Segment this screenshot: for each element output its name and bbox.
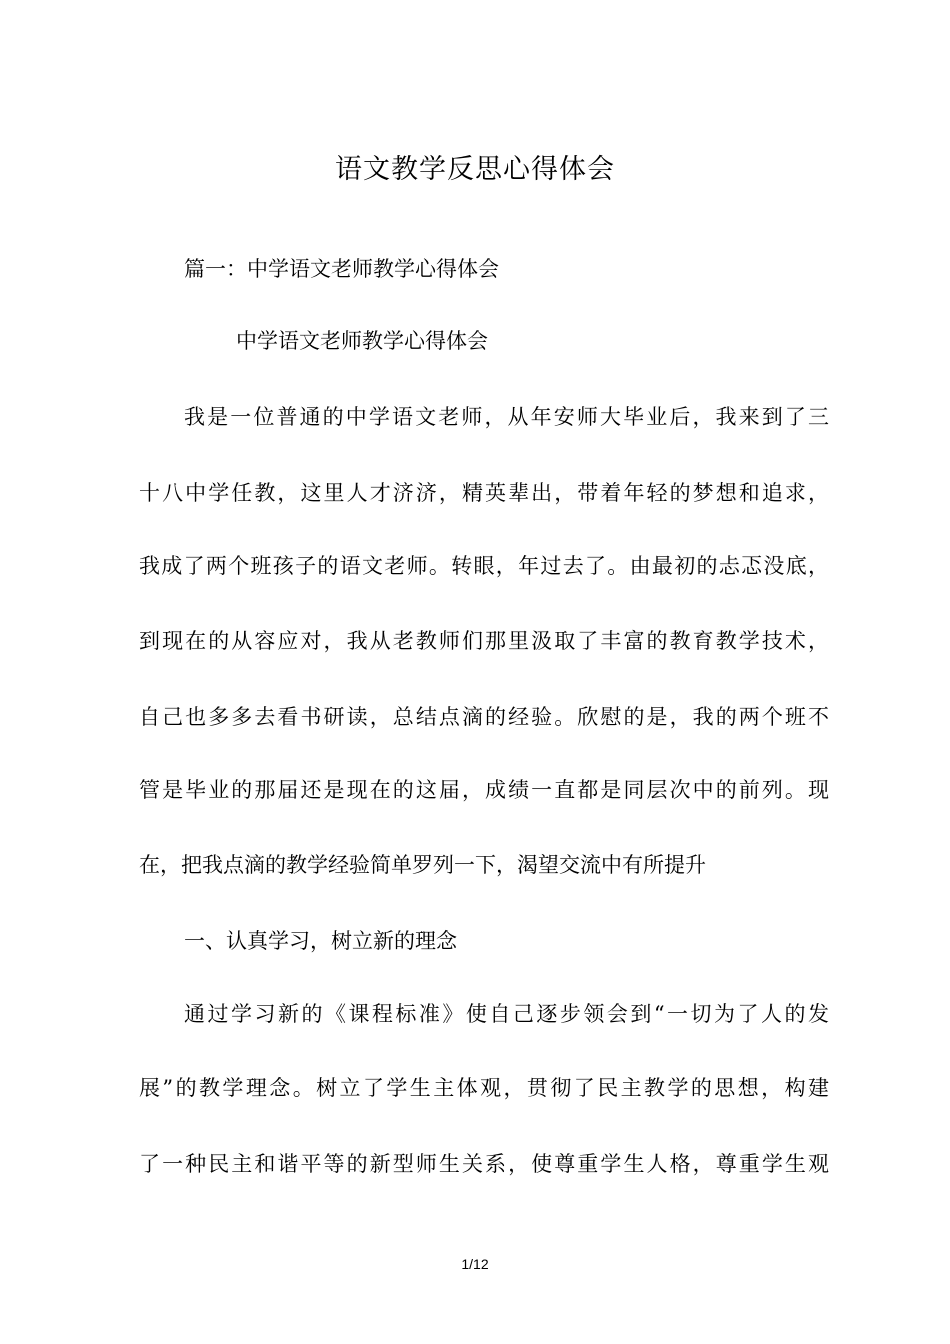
section-heading: 篇一：中学语文老师教学心得体会 [184,257,499,281]
paragraph-line: 十八中学任教，这里人才济济，精英辈出，带着年轻的梦想和追求， [139,481,829,505]
sub-heading: 中学语文老师教学心得体会 [236,329,488,353]
page-number: 1/12 [461,1256,489,1272]
paragraph-line: 展”的教学理念。树立了学生主体观，贯彻了民主教学的思想，构建 [139,1076,829,1100]
document-title: 语文教学反思心得体会 [335,154,615,185]
point-heading: 一、认真学习，树立新的理念 [184,929,457,953]
paragraph-line: 我是一位普通的中学语文老师，从年安师大毕业后，我来到了三 [184,405,829,429]
paragraph-line: 了一种民主和谐平等的新型师生关系，使尊重学生人格，尊重学生观 [139,1152,829,1176]
paragraph-line: 在，把我点滴的教学经验简单罗列一下，渴望交流中有所提升 [139,853,706,877]
paragraph-line: 我成了两个班孩子的语文老师。转眼，年过去了。由最初的忐忑没底， [139,554,829,578]
paragraph-line: 通过学习新的《课程标准》使自己逐步领会到“一切为了人的发 [184,1002,829,1026]
paragraph-line: 自己也多多去看书研读，总结点滴的经验。欣慰的是，我的两个班不 [139,705,829,729]
paragraph-line: 管是毕业的那届还是现在的这届，成绩一直都是同层次中的前列。现 [139,778,829,802]
paragraph-line: 到现在的从容应对，我从老教师们那里汲取了丰富的教育教学技术， [139,629,829,653]
